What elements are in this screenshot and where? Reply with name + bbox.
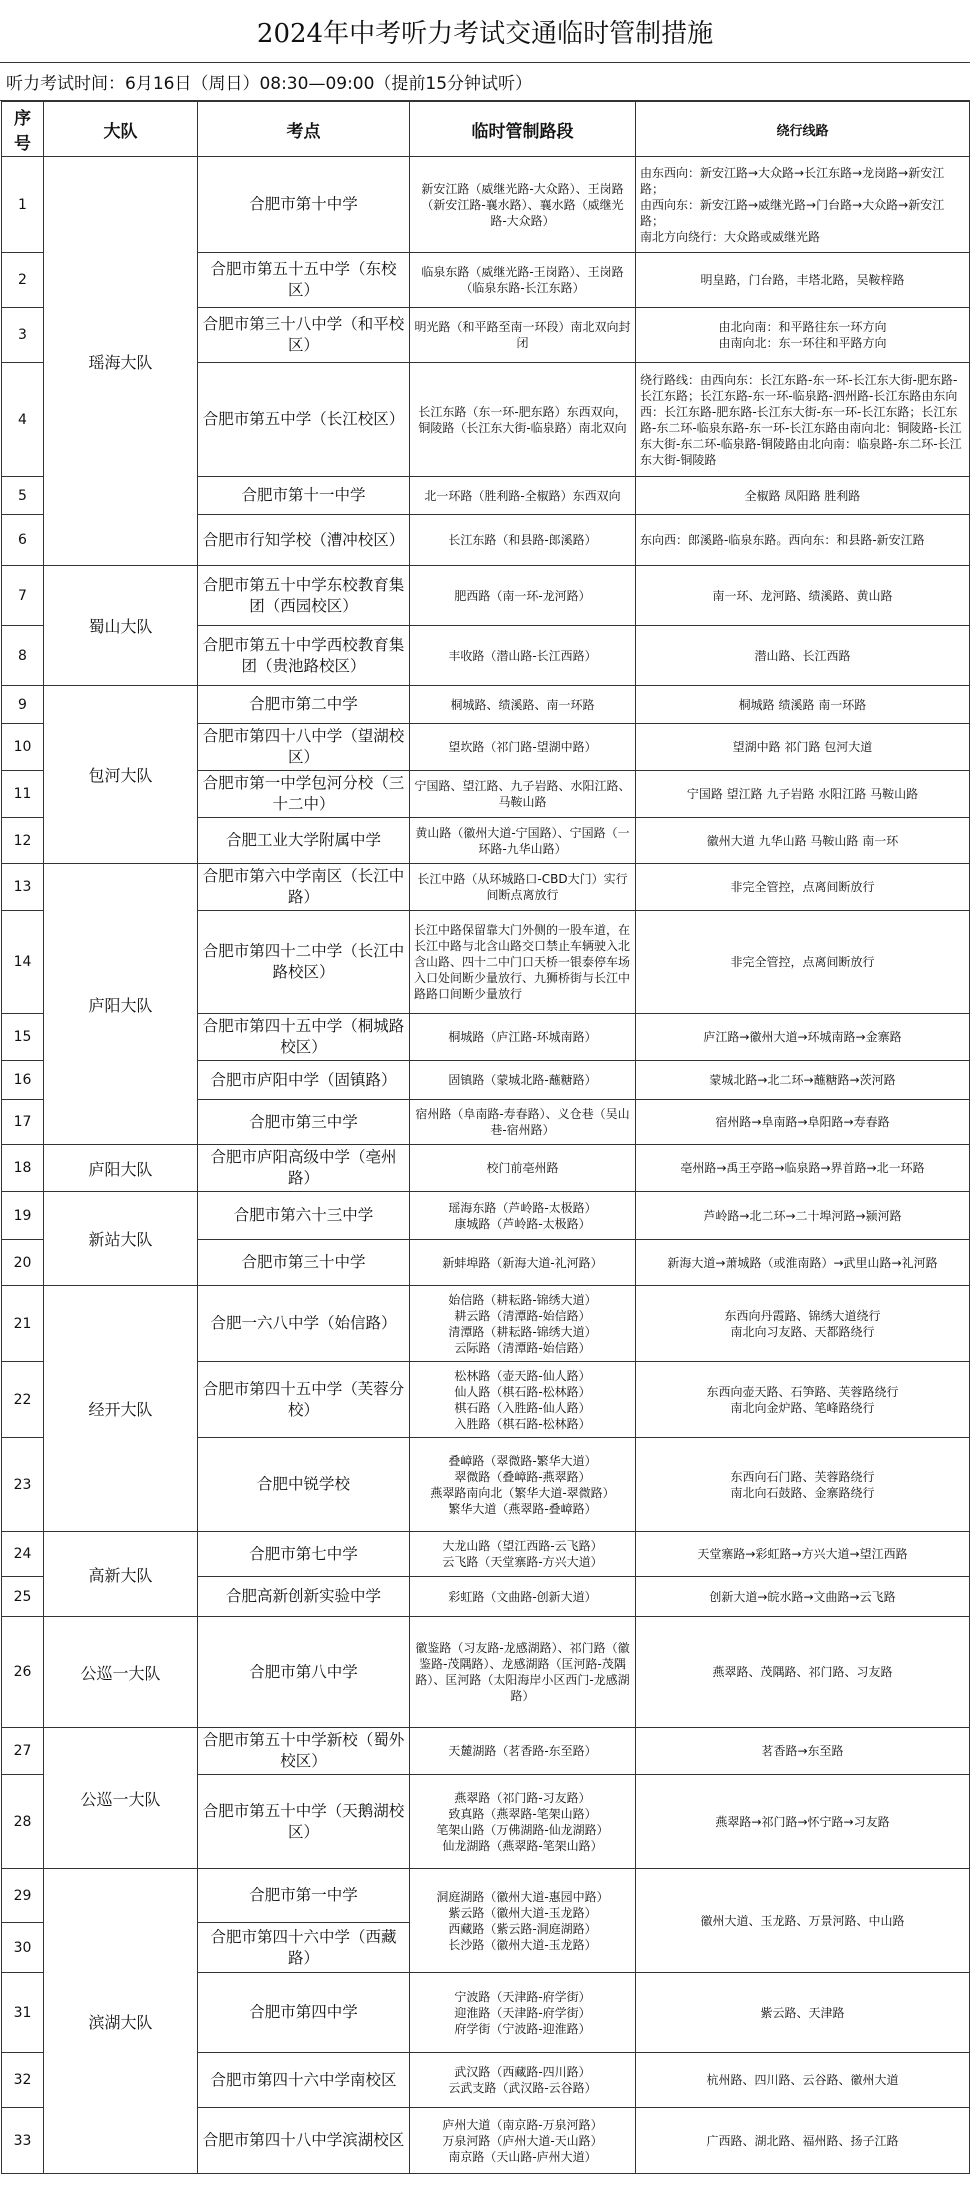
header-team: 大队 [44,102,198,157]
row-no: 8 [2,626,44,686]
exam-site: 合肥高新创新实验中学 [198,1577,410,1617]
row-no: 5 [2,477,44,515]
exam-site: 合肥工业大学附属中学 [198,818,410,864]
row-no: 13 [2,864,44,911]
row-no: 26 [2,1617,44,1728]
detour-route: 潜山路、长江西路 [636,626,970,686]
row-no: 27 [2,1728,44,1775]
detour-route: 全椒路 凤阳路 胜利路 [636,477,970,515]
exam-site: 合肥一六八中学（始信路） [198,1286,410,1362]
control-road: 桐城路（庐江路-环城南路） [410,1014,636,1061]
exam-site: 合肥市第五十中学新校（蜀外校区） [198,1728,410,1775]
detour-route: 燕翠路→祁门路→怀宁路→习友路 [636,1775,970,1869]
control-road: 宁国路、望江路、九子岩路、水阳江路、马鞍山路 [410,771,636,818]
exam-site: 合肥中锐学校 [198,1438,410,1532]
table-row [2,1192,970,1240]
table-row [2,1286,970,1362]
control-road: 长江东路（和县路-郎溪路） [410,515,636,566]
row-no: 32 [2,2053,44,2108]
team-cell: 公巡一大队 [44,1728,198,1869]
detour-route: 亳州路→禹王亭路→临泉路→界首路→北一环路 [636,1145,970,1192]
control-road: 大龙山路（望江西路-云飞路） 云飞路（天堂寨路-方兴大道） [410,1532,636,1577]
table-row [2,1869,970,1923]
row-no: 18 [2,1145,44,1192]
control-road: 固镇路（蒙城北路-蘸糖路） [410,1061,636,1100]
header-site: 考点 [198,102,410,157]
table-row [2,864,970,911]
team-cell: 公巡一大队 [44,1617,198,1728]
detour-route: 广西路、湖北路、福州路、扬子江路 [636,2108,970,2174]
detour-route: 徽州大道、玉龙路、万景河路、中山路 [636,1869,970,1973]
detour-route: 杭州路、四川路、云谷路、徽州大道 [636,2053,970,2108]
row-no: 30 [2,1923,44,1973]
team-cell: 瑶海大队 [44,157,198,566]
detour-route: 明皇路，门台路，丰塔北路，吴鞍梓路 [636,253,970,308]
exam-site: 合肥市第三十中学 [198,1240,410,1286]
exam-site: 合肥市第四十二中学（长江中路校区） [198,911,410,1014]
detour-route: 东向西：郎溪路-临泉东路。西向东：和县路-新安江路 [636,515,970,566]
team-cell: 庐阳大队 [44,1145,198,1192]
control-road: 丰收路（潜山路-长江西路） [410,626,636,686]
exam-site: 合肥市第四十八中学（望湖校区） [198,724,410,771]
detour-route: 由北向南：和平路往东一环方向 由南向北：东一环往和平路方向 [636,308,970,363]
detour-route: 徽州大道 九华山路 马鞍山路 南一环 [636,818,970,864]
row-no: 15 [2,1014,44,1061]
exam-site: 合肥市庐阳高级中学（亳州路） [198,1145,410,1192]
control-road: 长江中路保留靠大门外侧的一股车道，在长江中路与北含山路交口禁止车辆驶入北含山路、四十二中门口天桥一银泰停车场入口处间断少量放行、九狮桥街与长江中路路口间断少量放行 [410,911,636,1014]
table-row [2,1145,970,1192]
detour-route: 东西向丹霞路、锦绣大道绕行 南北向习友路、天都路绕行 [636,1286,970,1362]
exam-site: 合肥市第三中学 [198,1100,410,1145]
exam-site: 合肥市第二中学 [198,686,410,724]
row-no: 22 [2,1362,44,1438]
exam-site: 合肥市第五十中学西校教育集团（贵池路校区） [198,626,410,686]
row-no: 10 [2,724,44,771]
control-road: 徽鉴路（习友路-龙感湖路）、祁门路（徽鉴路-茂隅路）、龙感湖路（匡河路-茂隅路）、匡河路（太阳海岸小区西门-龙感湖路） [410,1617,636,1728]
control-road: 黄山路（徽州大道-宁国路）、宁国路（一环路-九华山路） [410,818,636,864]
control-road: 武汉路（西藏路-四川路） 云武支路（武汉路-云谷路） [410,2053,636,2108]
row-no: 21 [2,1286,44,1362]
exam-site: 合肥市行知学校（漕冲校区） [198,515,410,566]
row-no: 20 [2,1240,44,1286]
exam-site: 合肥市第一中学 [198,1869,410,1923]
detour-route: 绕行路线：由西向东：长江东路-东一环-长江东大街-肥东路-长江东路；长江东路-东一环-临泉路-泗州路-长江东路由东向西：长江东路-肥东路-长江东大街-东一环-长江东路；长江东路-东二环-临泉东路-东一环-长江东路由南向北：铜陵路-长江东大街-东二环-临泉路-铜陵路由北向南：临泉路-东二环-长江东大街-铜陵路 [636,363,970,477]
team-cell: 经开大队 [44,1286,198,1532]
detour-route: 南一环、龙河路、绩溪路、黄山路 [636,566,970,626]
row-no: 29 [2,1869,44,1923]
detour-route: 东西向石门路、芙蓉路绕行 南北向石鼓路、金寨路绕行 [636,1438,970,1532]
exam-site: 合肥市第四十五中学（芙蓉分校） [198,1362,410,1438]
row-no: 33 [2,2108,44,2174]
detour-route: 茗香路→东至路 [636,1728,970,1775]
exam-site: 合肥市第八中学 [198,1617,410,1728]
exam-site: 合肥市第四中学 [198,1973,410,2053]
exam-site: 合肥市第一中学包河分校（三十二中） [198,771,410,818]
row-no: 6 [2,515,44,566]
row-no: 24 [2,1532,44,1577]
table-row [2,1617,970,1728]
control-road: 长江东路（东一环-肥东路）东西双向，铜陵路（长江东大街-临泉路）南北双向 [410,363,636,477]
detour-route: 创新大道→皖水路→文曲路→云飞路 [636,1577,970,1617]
exam-site: 合肥市第五中学（长江校区） [198,363,410,477]
control-road: 长江中路（从环城路口-CBD大门）实行间断点离放行 [410,864,636,911]
detour-route: 宁国路 望江路 九子岩路 水阳江路 马鞍山路 [636,771,970,818]
exam-site: 合肥市第四十六中学南校区 [198,2053,410,2108]
row-no: 12 [2,818,44,864]
exam-site: 合肥市第十一中学 [198,477,410,515]
header-row [2,102,970,157]
row-no: 17 [2,1100,44,1145]
exam-site: 合肥市第六十三中学 [198,1192,410,1240]
row-no: 23 [2,1438,44,1532]
detour-route: 非完全管控，点离间断放行 [636,911,970,1014]
detour-route: 天堂寨路→彩虹路→方兴大道→望江西路 [636,1532,970,1577]
team-cell: 滨湖大队 [44,1869,198,2174]
detour-route: 东西向壶天路、石笋路、芙蓉路绕行 南北向金炉路、笔峰路绕行 [636,1362,970,1438]
control-road: 燕翠路（祁门路-习友路） 致真路（燕翠路-笔架山路） 笔架山路（万佛湖路-仙龙湖路） 仙龙湖路（燕翠路-笔架山路） [410,1775,636,1869]
exam-site: 合肥市第三十八中学（和平校区） [198,308,410,363]
control-road: 宁波路（天津路-府学街） 迎淮路（天津路-府学街） 府学街（宁波路-迎淮路） [410,1973,636,2053]
header-no: 序号 [2,102,44,157]
row-no: 2 [2,253,44,308]
control-road: 松林路（壶天路-仙人路） 仙人路（棋石路-松林路） 棋石路（入胜路-仙人路） 入胜路（棋石路-松林路） [410,1362,636,1438]
row-no: 4 [2,363,44,477]
control-road: 瑶海东路（芦岭路-太极路） 康城路（芦岭路-太极路） [410,1192,636,1240]
row-no: 16 [2,1061,44,1100]
team-cell: 新站大队 [44,1192,198,1286]
detour-route: 由东西向：新安江路→大众路→长江东路→龙岗路→新安江路； 由西向东：新安江路→威继光路→门台路→大众路→新安江路； 南北方向绕行：大众路或威继光路 [636,157,970,253]
exam-site: 合肥市第五十中学东校教育集团（西园校区） [198,566,410,626]
exam-site: 合肥市第四十八中学滨湖校区 [198,2108,410,2174]
control-road: 庐州大道（南京路-万泉河路） 万泉河路（庐州大道-天山路） 南京路（天山路-庐州大道） [410,2108,636,2174]
row-no: 19 [2,1192,44,1240]
detour-route: 非完全管控，点离间断放行 [636,864,970,911]
exam-site: 合肥市第五十五中学（东校区） [198,253,410,308]
exam-site: 合肥市第六中学南区（长江中路） [198,864,410,911]
row-no: 3 [2,308,44,363]
exam-site: 合肥市第四十五中学（桐城路校区） [198,1014,410,1061]
row-no: 31 [2,1973,44,2053]
team-cell: 高新大队 [44,1532,198,1617]
row-no: 7 [2,566,44,626]
row-no: 28 [2,1775,44,1869]
control-measures-table [1,101,970,2174]
detour-route: 蒙城北路→北二环→蘸糖路→茨河路 [636,1061,970,1100]
team-cell: 庐阳大队 [44,864,198,1145]
detour-route: 芦岭路→北二环→二十埠河路→颍河路 [636,1192,970,1240]
document-title: 2024年中考听力考试交通临时管制措施 [0,0,970,63]
row-no: 25 [2,1577,44,1617]
table-row [2,1532,970,1577]
control-road: 新蚌埠路（新海大道-礼河路） [410,1240,636,1286]
control-road: 新安江路（威继光路-大众路）、王岗路（新安江路-襄水路）、襄水路（威继光路-大众路） [410,157,636,253]
control-road: 望坎路（祁门路-望湖中路） [410,724,636,771]
detour-route: 庐江路→徽州大道→环城南路→金寨路 [636,1014,970,1061]
detour-route: 宿州路→阜南路→阜阳路→寿春路 [636,1100,970,1145]
exam-site: 合肥市第五十中学（天鹅湖校区） [198,1775,410,1869]
row-no: 9 [2,686,44,724]
detour-route: 燕翠路、茂隅路、祁门路、习友路 [636,1617,970,1728]
control-road: 始信路（耕耘路-锦绣大道） 耕云路（清潭路-始信路） 清潭路（耕耘路-锦绣大道） 云际路（清潭路-始信路） [410,1286,636,1362]
control-road: 明光路（和平路至南一环段）南北双向封闭 [410,308,636,363]
table-row [2,157,970,253]
control-road: 校门前亳州路 [410,1145,636,1192]
exam-site: 合肥市庐阳中学（固镇路） [198,1061,410,1100]
exam-time: 听力考试时间：6月16日（周日）08:30—09:00（提前15分钟试听） [0,63,970,101]
team-cell: 蜀山大队 [44,566,198,686]
control-road: 天麓湖路（茗香路-东至路） [410,1728,636,1775]
exam-site: 合肥市第七中学 [198,1532,410,1577]
control-road: 洞庭湖路（徽州大道-惠园中路） 紫云路（徽州大道-玉龙路） 西藏路（紫云路-洞庭湖路） 长沙路（徽州大道-玉龙路） [410,1869,636,1973]
table-row [2,1728,970,1775]
detour-route: 新海大道→萧城路（或淮南路）→武里山路→礼河路 [636,1240,970,1286]
row-no: 11 [2,771,44,818]
detour-route: 桐城路 绩溪路 南一环路 [636,686,970,724]
header-road: 临时管制路段 [410,102,636,157]
control-road: 彩虹路（文曲路-创新大道） [410,1577,636,1617]
control-road: 叠嶂路（翠微路-繁华大道） 翠微路（叠嶂路-燕翠路） 燕翠路南向北（繁华大道-翠微路） 繁华大道（燕翠路-叠嶂路） [410,1438,636,1532]
control-road: 肥西路（南一环-龙河路） [410,566,636,626]
control-road: 临泉东路（威继光路-王岗路）、王岗路（临泉东路-长江东路） [410,253,636,308]
exam-site: 合肥市第十中学 [198,157,410,253]
team-cell: 包河大队 [44,686,198,864]
row-no: 1 [2,157,44,253]
header-route: 绕行线路 [636,102,970,157]
control-road: 北一环路（胜利路-全椒路）东西双向 [410,477,636,515]
table-row [2,566,970,626]
table-row [2,686,970,724]
exam-site: 合肥市第四十六中学（西藏路） [198,1923,410,1973]
row-no: 14 [2,911,44,1014]
detour-route: 紫云路、天津路 [636,1973,970,2053]
control-road: 宿州路（阜南路-寿春路）、义仓巷（吴山巷-宿州路） [410,1100,636,1145]
detour-route: 望湖中路 祁门路 包河大道 [636,724,970,771]
control-road: 桐城路、绩溪路、南一环路 [410,686,636,724]
